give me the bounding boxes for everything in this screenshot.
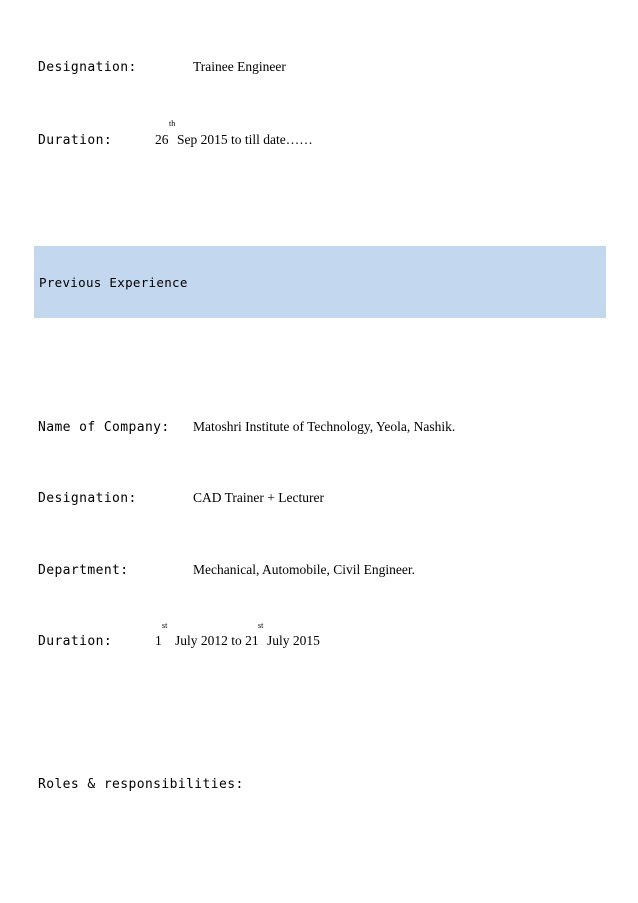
duration-day-superscript: th bbox=[169, 119, 176, 128]
previous-designation-label: Designation: bbox=[38, 491, 137, 506]
section-title: Previous Experience bbox=[39, 275, 188, 290]
duration-value: Sep 2015 to till date…… bbox=[177, 132, 313, 147]
designation-value: Trainee Engineer bbox=[193, 59, 286, 74]
previous-experience-section bbox=[34, 246, 606, 318]
company-value: Matoshri Institute of Technology, Yeola, Nashik. bbox=[193, 419, 456, 434]
duration-label: Duration: bbox=[38, 133, 113, 148]
department-value: Mechanical, Automobile, Civil Engineer. bbox=[193, 562, 415, 577]
previous-designation-value: CAD Trainer + Lecturer bbox=[193, 490, 324, 505]
duration-end: July 2015 bbox=[267, 633, 320, 648]
duration-start-day: 1 bbox=[155, 633, 162, 648]
department-label: Department: bbox=[38, 563, 129, 578]
end-day-superscript: st bbox=[258, 621, 264, 630]
duration-middle: July 2012 to 21 bbox=[175, 633, 259, 648]
previous-duration-label: Duration: bbox=[38, 634, 113, 649]
designation-label: Designation: bbox=[38, 60, 137, 75]
company-label: Name of Company: bbox=[38, 420, 170, 435]
roles-label: Roles & responsibilities: bbox=[38, 777, 244, 792]
start-day-superscript: st bbox=[162, 621, 168, 630]
duration-day: 26 bbox=[155, 132, 169, 147]
